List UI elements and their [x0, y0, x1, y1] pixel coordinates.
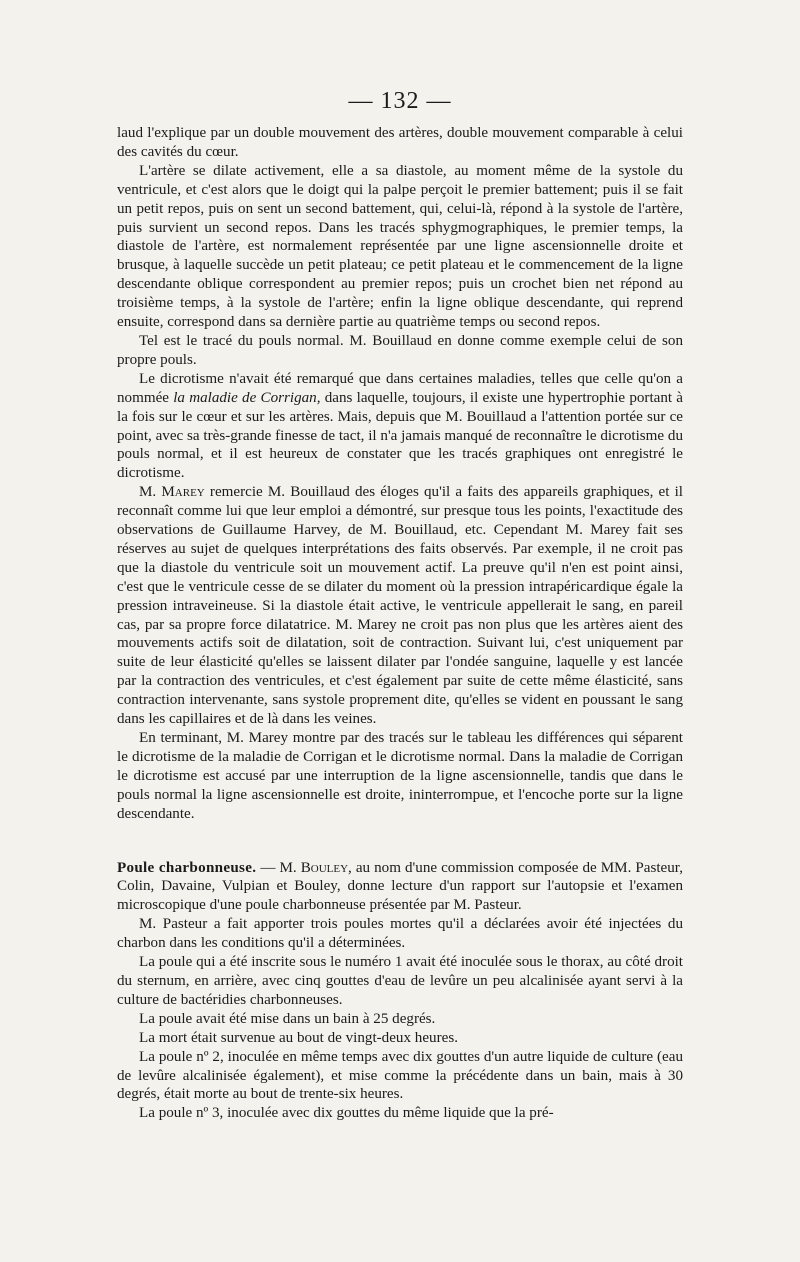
paragraph-dicrotisme — [117, 370, 683, 483]
text-run: remercie M. Bouillaud des éloges qu'il a faits des appareils graphiques, et il reconnaît comme lui que leur emploi a démontré, sur presque tous les points, l'exactitude des observations de Guillaume Harvey, de M. Bouillaud, etc. Cependant M. Marey fait ses réserves au sujet de quelques interprétations des faits observés. Par exemple, il ne croit pas que la diastole du ventricule soit un mouvement actif. La preuve qu'il n'en est point ainsi, c'est que le ventricule cesse de se dilater du moment où la pression intrapéricardique égale la pression intraveineuse. Si la diastole était active, le ventricule appellerait le sang, en pareil cas, par sa propre force dilatatrice. M. Marey ne croit pas non plus que les artères aient des mouvements actifs soit de dilatation, soit de contraction. Suivant lui, c'est uniquement par suite de leur élasticité qu'elles se laissent dilater par l'ondée sanguine, laquelle y est lancée par la contraction des ventricules, et c'est également par suite de cette même élasticité, sans contraction intervenante, sans systole proprement dite, qu'elles se vident en poussant le sang dans les capillaires et de là dans les veines. — [117, 484, 684, 728]
page-body — [117, 124, 683, 1123]
speaker-name: Bouley — [300, 859, 349, 876]
page-number: — 132 — — [348, 88, 452, 114]
paragraph: La poule avait été mise dans un bain à 25 degrés. — [139, 1010, 436, 1027]
text-run: , au nom d'une commission composée de MM. Pasteur, Colin, Davaine, Vulpian et Bouley, donne lecture d'un rapport sur l'autopsie et l'examen microscopique d'une poule charbonneuse présentée par M. Pasteur. — [117, 859, 684, 914]
text-run: — M. — [256, 859, 301, 876]
italic-disease-name: la maladie de Corrigan, — [173, 389, 321, 406]
section-spacer — [117, 824, 683, 859]
section-title: Poule charbonneuse. — [117, 859, 257, 876]
paragraph: La poule nº 2, inoculée en même temps avec dix gouttes d'un autre liquide de culture (eau de levûre alcalinisée également), et mise comme la précédente dans un bain, mais à 30 degrés, était morte au bout de trente-six heures. — [117, 1048, 683, 1103]
paragraph-marey — [117, 483, 683, 729]
speaker-name: Marey — [161, 484, 205, 501]
paragraph: La poule qui a été inscrite sous le numéro 1 avait été inoculée sous le thorax, au côté droit du sternum, en arrière, avec cinq gouttes d'eau de levûre un peu alcalinisée ayant servi à la culture de bactéridies charbonneuses. — [117, 954, 683, 1008]
paragraph: laud l'explique par un double mouvement des artères, double mouvement comparable à celui des cavités du cœur. — [117, 125, 683, 160]
paragraph: La mort était survenue au bout de vingt-deux heures. — [139, 1029, 458, 1046]
paragraph: M. Pasteur a fait apporter trois poules mortes qu'il a déclarées avoir été injectées du charbon dans les conditions qu'il a déterminées. — [117, 916, 683, 952]
paragraph: Tel est le tracé du pouls normal. M. Bouillaud en donne comme exemple celui de son propre pouls. — [117, 332, 683, 368]
text-run: dans laquelle, toujours, il existe une hypertrophie portant à la fois sur le cœur et sur les artères. Mais, depuis que M. Bouillaud a l'attention portée sur ce point, avec sa très-grande finesse de tact, il n'a jamais manqué de reconnaître le dicrotisme du pouls normal, et il est heureux de constater que les tracés graphiques ont enregistré le dicrotisme. — [117, 389, 684, 482]
paragraph: L'artère se dilate activement, elle a sa diastole, au moment même de la systole du ventricule, et c'est alors que le doigt qui la palpe perçoit le premier battement; puis il se fait un petit repos, puis on sent un second battement, qui, celui-là, répond à la systole de l'artère, puis survient un second repos. Dans les tracés sphygmographiques, le premier temps, la diastole de l'artère, est normalement représentée par une ligne ascensionnelle droite et brusque, à laquelle succède un petit plateau; ce petit plateau et le commencement de la ligne descendante oblique correspondent au premier repos; puis un crochet bien net répond au troisième temps, à la systole de l'artère; enfin la ligne oblique descendante, qui reprend ensuite, correspond dans sa dernière partie au quatrième temps ou second repos. — [117, 162, 683, 331]
text-run: Le dicrotisme n'avait été remarqué que dans certaines maladies, telles que celle qu'on a nommée — [117, 370, 683, 406]
paragraph-section-start — [117, 859, 683, 916]
paragraph-conclusion: En terminant, M. Marey montre par des tracés sur le tableau les différences qui séparent le dicrotisme de la maladie de Corrigan et le dicrotisme normal. Dans la maladie de Corrigan le dicrotisme est accusé par une interruption de la ligne ascensionnelle, tandis que dans le pouls normal la ligne ascensionnelle est droite, ininterrompue, et l'encoche porte sur la ligne descendante. — [117, 730, 683, 822]
text-run: M. — [139, 484, 162, 501]
paragraph: La poule nº 3, inoculée avec dix gouttes du même liquide que la pré- — [139, 1105, 554, 1122]
